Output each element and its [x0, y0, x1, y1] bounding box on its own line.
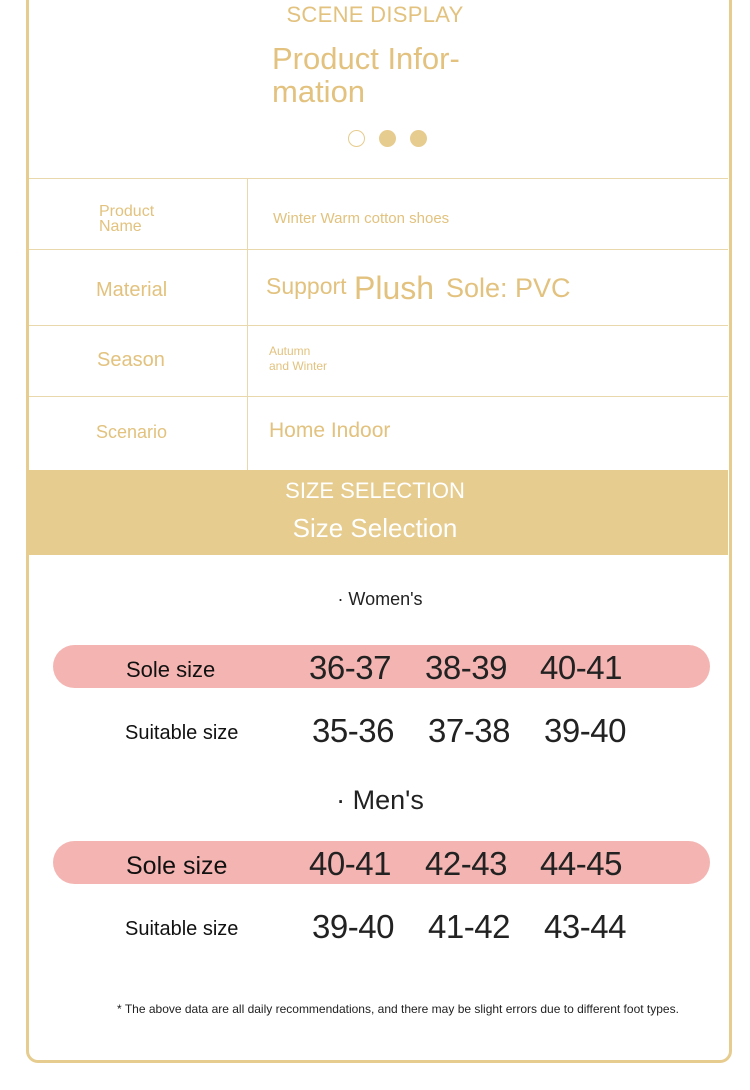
mens-suitable-size-value: 39-40	[312, 908, 394, 945]
disclaimer-note: * The above data are all daily recommendations, and there may be slight errors due to different foot types.	[117, 1002, 679, 1016]
carousel-dot[interactable]	[410, 130, 427, 147]
season-value: Autumn and Winter	[269, 344, 328, 373]
mens-sole-size-value: 44-45	[540, 845, 622, 882]
mens-label: · Men's	[336, 785, 424, 815]
womens-label: · Women's	[337, 589, 423, 609]
material-key: Material	[29, 250, 248, 325]
table-row	[29, 249, 728, 325]
mens-suitable-size-label: Suitable size	[125, 918, 239, 940]
scenario-key: Scenario	[29, 397, 248, 470]
mens-suitable-size-value: 41-42	[428, 908, 510, 945]
table-row	[29, 396, 728, 470]
size-selection-heading: SIZE SELECTION	[285, 478, 465, 503]
scene-display-heading: SCENE DISPLAY	[286, 2, 464, 27]
womens-sole-size-label: Sole size	[126, 657, 216, 682]
size-selection-title: Size Selection	[292, 513, 458, 543]
mens-sole-size-value: 42-43	[425, 845, 507, 882]
womens-sole-size-value: 40-41	[540, 649, 622, 686]
product-info-table	[29, 178, 728, 470]
material-value: Support Plush Sole: PVC	[266, 270, 571, 306]
product-name-key: Product Name	[29, 179, 248, 249]
carousel-dot[interactable]	[348, 130, 365, 147]
carousel-dot[interactable]	[379, 130, 396, 147]
product-information-title: Product Infor- mation	[272, 41, 460, 109]
table-row	[29, 178, 728, 249]
season-key: Season	[29, 326, 248, 396]
womens-suitable-size-value: 35-36	[312, 712, 394, 749]
carousel-dots[interactable]	[348, 130, 427, 147]
mens-suitable-size-value: 43-44	[544, 908, 626, 945]
mens-sole-size-value: 40-41	[309, 845, 391, 882]
womens-sole-size-value: 38-39	[425, 649, 507, 686]
product-name-value: Winter Warm cotton shoes	[273, 210, 450, 227]
womens-suitable-size-value: 39-40	[544, 712, 626, 749]
womens-sole-size-value: 36-37	[309, 649, 391, 686]
table-row	[29, 325, 728, 396]
scenario-value: Home Indoor	[269, 419, 391, 442]
mens-sole-size-label: Sole size	[126, 852, 228, 880]
womens-suitable-size-value: 37-38	[428, 712, 510, 749]
womens-suitable-size-label: Suitable size	[125, 722, 239, 744]
